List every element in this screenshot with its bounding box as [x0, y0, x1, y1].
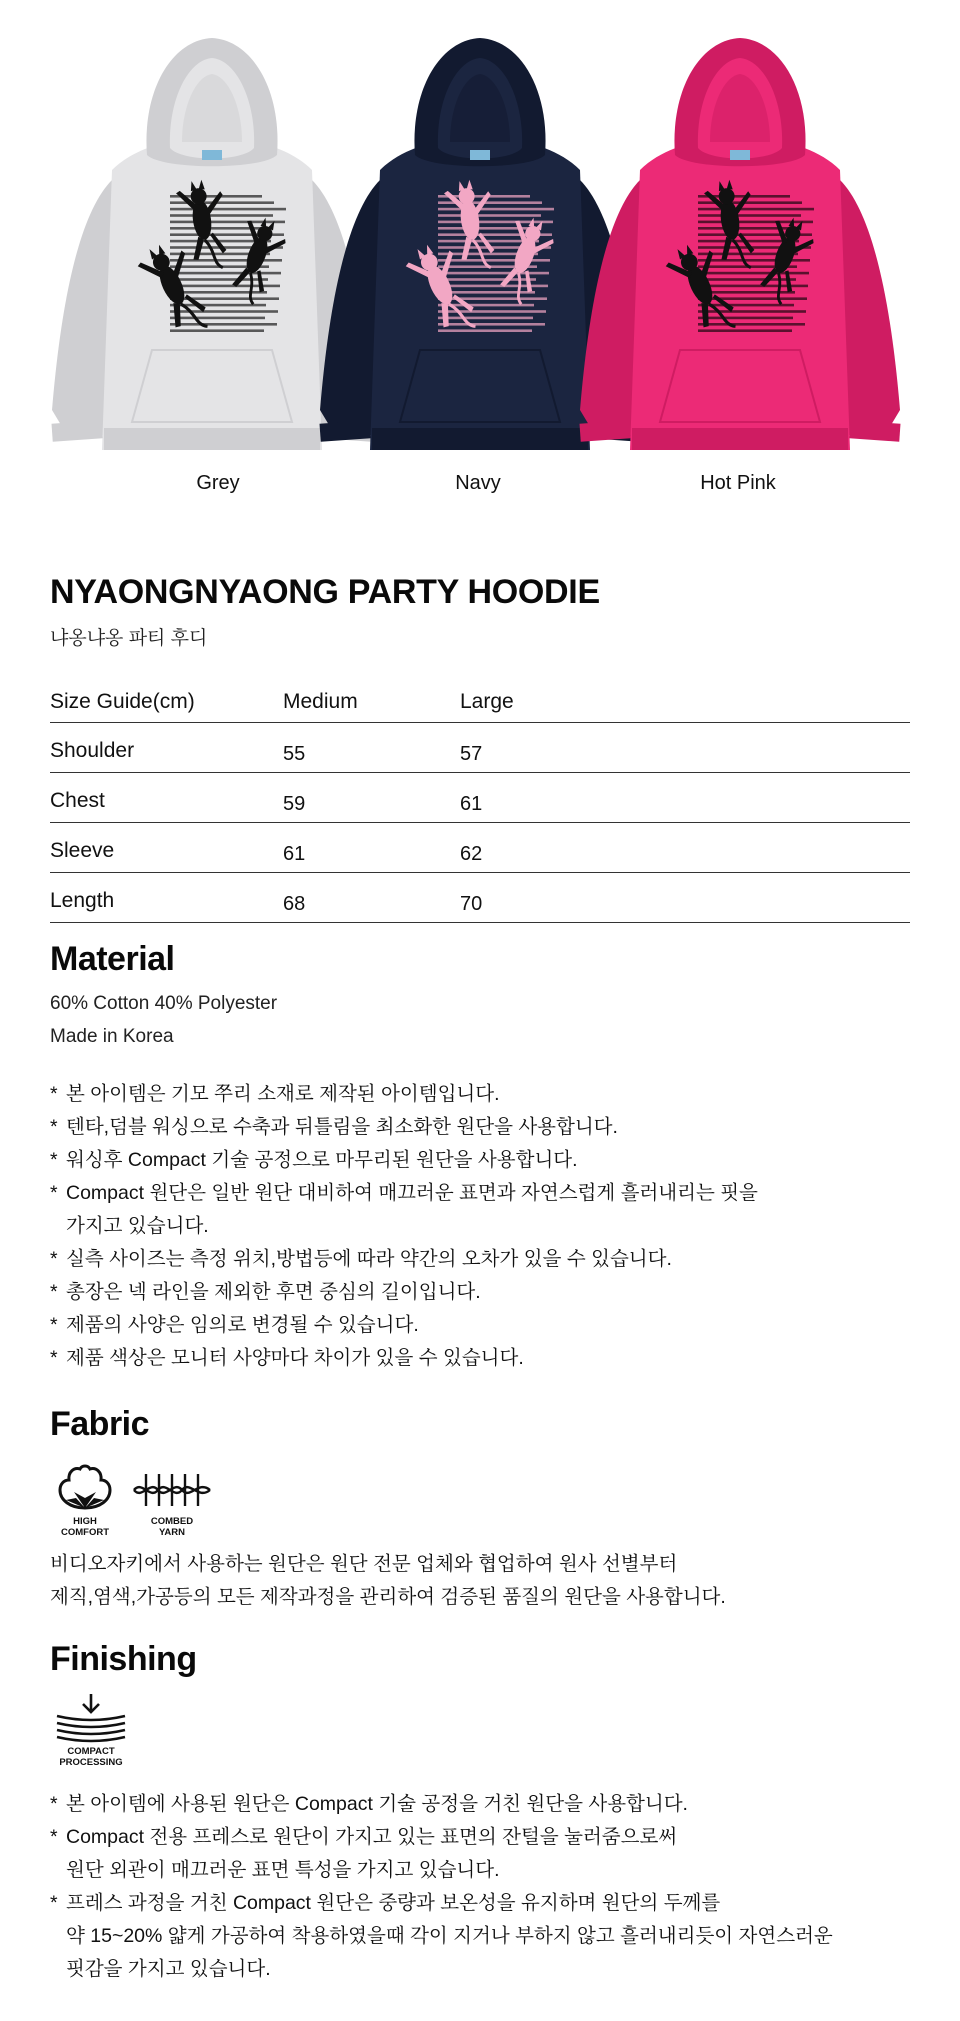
fabric-description-line-1: 비디오자키에서 사용하는 원단은 원단 전문 업체와 협업하여 원사 선별부터 [50, 1553, 678, 1575]
table-row [50, 723, 910, 773]
large-value: 62 [460, 843, 483, 865]
row-label: Shoulder [50, 739, 135, 762]
medium-value: 55 [283, 743, 306, 765]
product-subtitle: 냐옹냐옹 파티 후디 [50, 628, 208, 649]
compact-processing-icon [51, 1692, 131, 1744]
note-item: * 본 아이템은 기모 쭈리 소재로 제작된 아이템입니다. [50, 1083, 500, 1105]
note-item: * 제품의 사양은 임의로 변경될 수 있습니다. [50, 1314, 419, 1336]
size-header-large: Large [460, 690, 514, 713]
note-item: * 본 아이템에 사용된 원단은 Compact 기술 공정을 거친 원단을 사용합니다. [50, 1793, 688, 1815]
material-notes [50, 1078, 910, 1375]
color-label-hot-pink: Hot Pink [700, 472, 776, 494]
table-row [50, 873, 910, 923]
note-item: * 총장은 넥 라인을 제외한 후면 중심의 길이입니다. [50, 1281, 481, 1303]
note-item: * Compact 전용 프레스로 원단이 가지고 있는 표면의 잔털을 눌러줌으로써 원단 외관이 매끄러운 표면 특성을 가지고 있습니다. [50, 1826, 678, 1881]
note-item: * 제품 색상은 모니터 사양마다 차이가 있을 수 있습니다. [50, 1347, 524, 1369]
cotton-flower-icon [52, 1462, 118, 1514]
fabric-description-line-2: 제직,염색,가공등의 모든 제작과정을 관리하여 검증된 품질의 원단을 사용합니다. [50, 1586, 726, 1608]
finishing-heading: Finishing [50, 1640, 197, 1678]
row-label: Chest [50, 789, 105, 812]
medium-value: 59 [283, 793, 306, 815]
note-item: * 실측 사이즈는 측정 위치,방법등에 따라 약간의 오차가 있을 수 있습니다. [50, 1248, 672, 1270]
medium-value: 68 [283, 893, 306, 915]
table-row [50, 773, 910, 823]
color-label-navy: Navy [455, 472, 501, 494]
badge-caption: COMPACT PROCESSING [59, 1746, 123, 1768]
color-label-grey: Grey [196, 472, 240, 494]
material-origin: Made in Korea [50, 1026, 174, 1047]
size-guide-header: Size Guide(cm) [50, 690, 195, 713]
note-item: * 워싱후 Compact 기술 공정으로 마무리된 원단을 사용합니다. [50, 1149, 578, 1171]
badge-caption: COMBED YARN [150, 1516, 194, 1538]
material-heading: Material [50, 940, 175, 978]
combed-yarn-icon [132, 1466, 212, 1514]
product-color-gallery [0, 0, 960, 520]
row-label: Length [50, 889, 115, 912]
fabric-heading: Fabric [50, 1405, 150, 1443]
note-item: * 프레스 과정을 거친 Compact 원단은 중량과 보온성을 유지하며 원단의 두께를 약 15~20% 얇게 가공하여 착용하였을때 각이 지거나 부하지 않고 흘러내리듯이 자연스러운 핏감을 가지고 있습니다. [50, 1892, 833, 1980]
size-guide-table [50, 680, 910, 923]
hoodie-illustration [570, 30, 910, 460]
note-item: * Compact 원단은 일반 원단 대비하여 매끄러운 표면과 자연스럽게 흘러내리는 핏을 가지고 있습니다. [50, 1182, 758, 1237]
medium-value: 61 [283, 843, 306, 865]
large-value: 61 [460, 793, 483, 815]
high-comfort-badge [50, 1462, 120, 1538]
table-row [50, 823, 910, 873]
hoodie-image-hot-pink[interactable] [570, 30, 910, 460]
product-title: NYAONGNYAONG PARTY HOODIE [50, 573, 600, 611]
large-value: 70 [460, 893, 483, 915]
combed-yarn-badge [130, 1466, 214, 1538]
note-item: * 텐타,덤블 워싱으로 수축과 뒤틀림을 최소화한 원단을 사용합니다. [50, 1116, 618, 1138]
size-header-medium: Medium [283, 690, 358, 713]
row-label: Sleeve [50, 839, 115, 862]
size-guide-header-row [50, 680, 910, 723]
finishing-notes [50, 1788, 910, 1986]
material-composition: 60% Cotton 40% Polyester [50, 993, 278, 1014]
badge-caption: HIGH COMFORT [60, 1516, 110, 1538]
compact-processing-badge [48, 1692, 134, 1768]
large-value: 57 [460, 743, 483, 765]
